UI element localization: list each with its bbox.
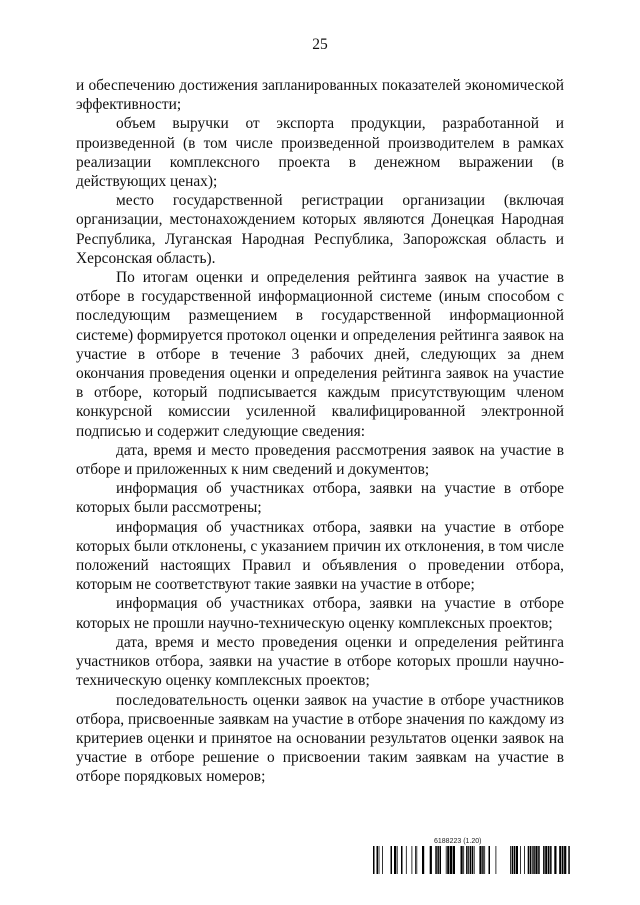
paragraph: последовательность оценки заявок на участие в отборе участников отбора, присвоенные заявкам на участие в отборе значения по каждому из критериев оценки и принятое на основании результатов оценки заявок на участие в отборе решение о присвоении таким заявкам на участие в отборе порядковых номеров; — [76, 691, 564, 786]
page-number: 25 — [312, 36, 328, 53]
body-text — [76, 76, 564, 787]
paragraph: и обеспечению достижения запланированных показателей экономической эффективности; — [76, 77, 564, 114]
paragraph: дата, время и место проведения рассмотрения заявок на участие в отборе и приложенных к ним сведений и документов; — [76, 441, 564, 479]
paragraph: дата, время и место проведения оценки и определения рейтинга участников отбора, заявки на участие в отборе которых прошли научно-техническую оценку комплексных проектов; — [76, 633, 564, 690]
paragraph: информация об участниках отбора, заявки на участие в отборе которых не прошли научно-техническую оценку комплексных проектов; — [76, 595, 564, 632]
paragraph: информация об участниках отбора, заявки на участие в отборе которых были отклонены, с указанием причин их отклонения, в том числе положений настоящих Правил и объявления о проведении отбора, которым не соответствуют такие заявки на участие в отборе; — [76, 518, 564, 594]
paragraph: информация об участниках отбора, заявки на участие в отборе которых были рассмотрены; — [76, 480, 564, 517]
paragraph: место государственной регистрации организации (включая организации, местонахождением которых являются Донецкая Народная Республика, Луганская Народная Республика, Запорожская область и Херсонская область). — [76, 192, 564, 267]
barcode — [373, 846, 575, 874]
paragraph: По итогам оценки и определения рейтинга заявок на участие в отборе в государственной информационной системе (иным способом с последующим размещением в государственной информационной системе) формируется протокол оценки и определения рейтинга заявок на участие в отборе в течение 3 рабочих дней, следующих за днем окончания проведения оценки и определения рейтинга заявок на участие в отборе, который подписывается каждым присутствующим членом конкурсной комиссии усиленной квалифицированной электронной подписью и содержит следующие сведения: — [76, 269, 564, 440]
paragraph: объем выручки от экспорта продукции, разработанной и произведенной (в том числе произведенной производителем в рамках реализации комплексного проекта в денежном выражении (в действующих ценах); — [76, 115, 564, 191]
document-code: 6188223 (1.20) — [434, 838, 482, 845]
